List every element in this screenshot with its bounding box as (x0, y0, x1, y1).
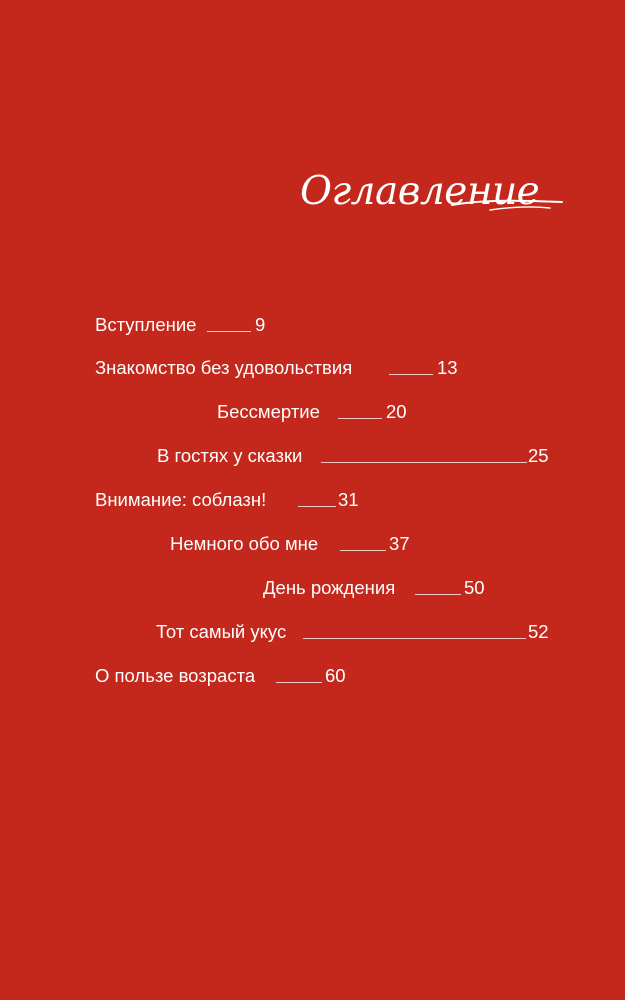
toc-entry-den-rozhdeniya[interactable] (263, 575, 503, 601)
toc-entry-vnimanie[interactable] (95, 487, 375, 513)
toc-entry-znakomstvo[interactable] (95, 355, 470, 381)
toc-entry-page-number: 20 (386, 401, 407, 422)
toc-entry-title: Вступление (95, 314, 197, 335)
toc-leader-line (340, 550, 386, 551)
toc-entry-nemnogo[interactable] (170, 531, 430, 557)
toc-leader-line (338, 418, 382, 419)
toc-entry-page-number: 25 (528, 445, 549, 466)
toc-entry-vstuplenie[interactable] (95, 312, 275, 338)
toc-entry-page-number: 13 (437, 357, 458, 378)
toc-entry-title: В гостях у сказки (157, 445, 303, 466)
toc-entry-title: Немного обо мне (170, 533, 319, 554)
toc-leader-line (207, 331, 251, 332)
toc-entry-page-number: 37 (389, 533, 410, 554)
toc-leader-line (321, 462, 527, 463)
toc-entry-bessmertie[interactable] (217, 399, 417, 425)
toc-entry-o-polze[interactable] (95, 663, 355, 689)
toc-entry-tot-samyi-ukus[interactable] (156, 619, 556, 645)
toc-leader-line (415, 594, 461, 595)
toc-entry-title: День рождения (263, 577, 396, 598)
toc-entry-v-gostyah[interactable] (157, 443, 557, 469)
toc-entry-page-number: 9 (255, 314, 266, 335)
toc-entry-title: Внимание: соблазн! (95, 489, 267, 510)
toc-entry-page-number: 60 (325, 665, 346, 686)
toc-leader-line (303, 638, 526, 639)
toc-entry-title: О пользе возраста (95, 665, 256, 686)
page-title: Оглавление (300, 169, 540, 214)
toc-entry-title: Знакомство без удовольствия (95, 357, 353, 378)
toc-entry-title: Бессмертие (217, 401, 320, 422)
toc-entry-title: Тот самый укус (156, 621, 287, 642)
toc-leader-line (298, 506, 336, 507)
toc-leader-line (389, 374, 433, 375)
toc-entry-page-number: 31 (338, 489, 359, 510)
toc-entry-page-number: 52 (528, 621, 549, 642)
toc-leader-line (276, 682, 322, 683)
toc-entry-page-number: 50 (464, 577, 485, 598)
